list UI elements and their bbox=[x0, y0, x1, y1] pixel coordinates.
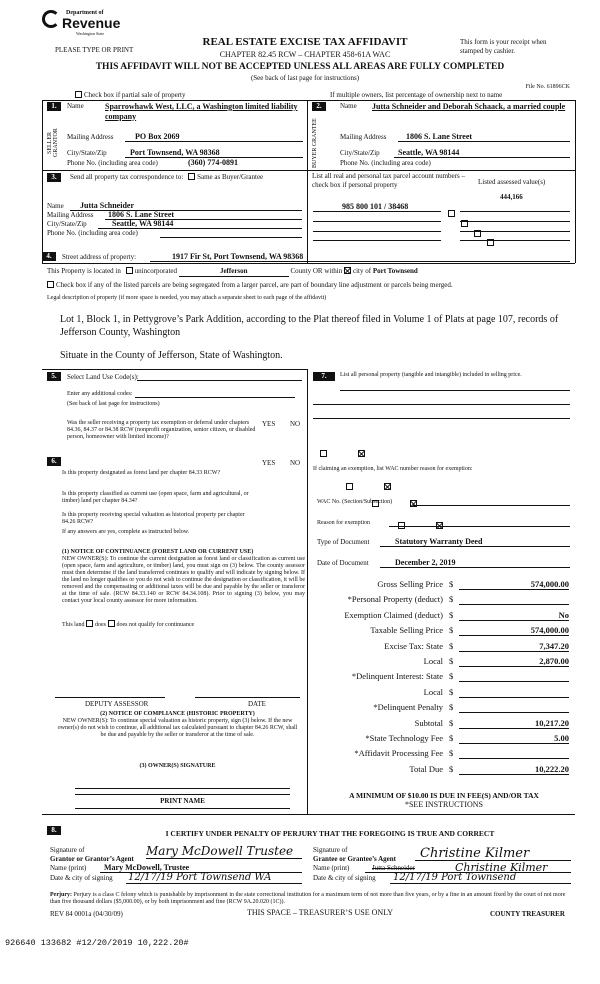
parcel-4-personal-checkbox[interactable] bbox=[487, 239, 494, 246]
q-current-use: Is this property classified as current use (open space, farm and agricultural, or timber) land per chapter 84.34? bbox=[62, 491, 249, 504]
city-name[interactable]: Port Townsend bbox=[372, 267, 418, 275]
grantee-agent-label: Grantee or Grantee’s Agent bbox=[313, 854, 397, 863]
same-as-buyer-checkbox[interactable] bbox=[188, 173, 195, 180]
tax-row-label: Excise Tax: State bbox=[384, 640, 443, 651]
tax-row bbox=[313, 654, 575, 669]
tax-row-value[interactable] bbox=[459, 592, 569, 605]
seller-city[interactable]: Port Townsend, WA 98368 bbox=[130, 148, 220, 157]
seller-city-label: City/State/Zip bbox=[67, 149, 107, 157]
segregated-label: Check box if any of the listed parcels are being segregated from a larger parcel, are part of boundary line adjustment or parcels being merged. bbox=[56, 281, 453, 289]
corr-city[interactable]: Seattle, WA 98144 bbox=[112, 219, 174, 228]
tax-row-label: Local bbox=[423, 655, 443, 666]
tax-row bbox=[313, 762, 575, 777]
dor-logo bbox=[42, 8, 122, 38]
grantor-date-label: Date & city of signing bbox=[50, 874, 113, 882]
corr-name[interactable]: Jutta Schneider bbox=[80, 201, 134, 210]
this-land-row bbox=[62, 620, 194, 629]
forest-yes-checkbox[interactable] bbox=[346, 483, 353, 490]
tax-row-label: Taxable Selling Price bbox=[370, 625, 443, 636]
grantee-date-label: Date & city of signing bbox=[313, 874, 376, 882]
tax-row bbox=[313, 577, 575, 592]
grantor-sig-of: Signature of bbox=[50, 846, 85, 854]
receipt-note: This form is your receipt when stamped by cashier. bbox=[460, 38, 547, 55]
buyer-name[interactable]: Jutta Schneider and Deborah Schaack, a married couple bbox=[372, 102, 566, 111]
tax-row-currency: $ bbox=[449, 655, 454, 666]
tax-row-currency: $ bbox=[449, 717, 454, 728]
section-4-number: 4. bbox=[42, 252, 56, 261]
located-row bbox=[47, 267, 577, 277]
forest-no-checkbox[interactable] bbox=[384, 483, 391, 490]
tax-row-currency: $ bbox=[449, 640, 454, 651]
q-exempt: Was the seller receiving a property tax exemption or deferral under chapters 84.36, 84.37 or 84.38 RCW (nonprofit organization, senior citizen, or disabled person, homeowner with limited income)? bbox=[67, 420, 256, 440]
seller-name[interactable]: Sparrowhawk West, LLC, a Washington limited liability company bbox=[105, 102, 298, 121]
parcel-header: List all real and personal tax parcel account numbers – check box if personal property bbox=[312, 172, 465, 189]
tax-row-label: *Personal Property (deduct) bbox=[347, 594, 443, 605]
grantor-name[interactable]: Mary McDowell, Trustee bbox=[104, 863, 190, 872]
form-title: REAL ESTATE EXCISE TAX AFFIDAVIT bbox=[202, 36, 408, 48]
owner-signature-label: (3) OWNER(S) SIGNATURE bbox=[139, 763, 216, 769]
minimum-fee-note: A MINIMUM OF $10.00 IS DUE IN FEE(S) AND/OR TAX bbox=[349, 791, 539, 800]
tax-row-currency: $ bbox=[449, 763, 454, 774]
grantee-date-city[interactable]: 12/17/19 Port Townsend bbox=[393, 872, 517, 883]
partial-sale-row bbox=[75, 91, 185, 100]
exempt-yes-checkbox[interactable] bbox=[320, 450, 327, 457]
certify-statement: I CERTIFY UNDER PENALTY OF PERJURY THAT THE FOREGOING IS TRUE AND CORRECT bbox=[165, 829, 495, 838]
buyer-phone-label: Phone No. (including area code) bbox=[340, 159, 431, 167]
tax-row-currency: $ bbox=[449, 671, 454, 682]
tax-row-label: Exemption Claimed (deduct) bbox=[344, 609, 443, 620]
tax-row-value[interactable]: 574,000.00 bbox=[459, 623, 569, 636]
deputy-date-label: DATE bbox=[248, 700, 266, 708]
exemption-reason-label: Reason for exemption bbox=[317, 520, 370, 526]
county-name[interactable]: Jefferson bbox=[179, 267, 289, 277]
tax-row-currency: $ bbox=[449, 748, 454, 759]
partial-sale-checkbox[interactable] bbox=[75, 91, 82, 98]
seller-side-label: SELLER GRANTOR bbox=[47, 128, 59, 158]
doc-type[interactable]: Statutory Warranty Deed bbox=[395, 537, 483, 546]
tax-row-value[interactable]: 5.00 bbox=[459, 731, 569, 744]
seller-phone[interactable]: (360) 774-0891 bbox=[188, 158, 238, 167]
parcel-2-personal-checkbox[interactable] bbox=[461, 220, 468, 227]
assessed-value[interactable]: 444,166 bbox=[500, 193, 523, 201]
correspondence-label bbox=[70, 173, 263, 182]
seller-phone-label: Phone No. (including area code) bbox=[67, 159, 158, 167]
land-use-see-back: (See back of last page for instructions) bbox=[67, 401, 160, 407]
doc-type-label: Type of Document bbox=[317, 538, 370, 546]
logo-word: Revenue bbox=[62, 15, 121, 31]
land-does-not-label: does not qualify for continuance bbox=[116, 622, 195, 628]
tax-row bbox=[313, 669, 575, 684]
buyer-name-label: Name bbox=[340, 102, 357, 110]
tax-row bbox=[313, 746, 575, 761]
tax-row-label: *Delinquent Penalty bbox=[373, 702, 443, 713]
tax-row-label: *Affidavit Processing Fee bbox=[354, 748, 443, 759]
this-land-label: This land bbox=[62, 622, 85, 628]
tax-row-label: Subtotal bbox=[414, 717, 443, 728]
section-5-number: 5. bbox=[47, 372, 61, 381]
perjury-text: Perjury is a class C felony which is punishable by imprisonment in the state correctional institution for a maximum term of not more than five years, or by a fine in an amount fixed by the court of not more than five thousand dollars ($5,000.00), or by both imprisonment and fine (RCW 9A.20.020 (1C)). bbox=[50, 892, 566, 905]
tax-row-currency: $ bbox=[449, 686, 454, 697]
land-use-label: Select Land Use Code(s): bbox=[67, 373, 139, 381]
assessed-header: Listed assessed value(s) bbox=[478, 178, 546, 186]
tax-row-currency: $ bbox=[449, 702, 454, 713]
buyer-mailing[interactable]: 1806 S. Lane Street bbox=[406, 132, 473, 141]
tax-row-label: *State Technology Fee bbox=[365, 732, 443, 743]
q-historic: Is this property receiving special valuation as historical property per chapter 84.26 RCW? bbox=[62, 512, 245, 525]
legal-label: Legal description of property (if more space is needed, you may attach a separate sheet to each page of the affidavit) bbox=[47, 295, 327, 301]
s5-yes-label: YES bbox=[262, 420, 276, 428]
unincorporated-label: unincorporated bbox=[134, 267, 178, 275]
print-name-label: PRINT NAME bbox=[160, 797, 205, 805]
exempt-no-checkbox[interactable] bbox=[358, 450, 365, 457]
tax-row bbox=[313, 639, 575, 654]
tax-row-currency: $ bbox=[449, 579, 454, 589]
tax-row-currency: $ bbox=[449, 732, 454, 743]
tax-row bbox=[313, 623, 575, 638]
grantor-signature[interactable]: Mary McDowell Trustee bbox=[146, 844, 294, 858]
notice-2-body: NEW OWNER(S): To continue special valuation as historic property, sign (3) below. If the new owner(s) do not wish to continue, all additional tax calculated pursuant to chapter 84.26 RCW, shall be due and payable by the seller or transferor at the time of sale. bbox=[57, 718, 298, 738]
see-back-note: (See back of last page for instructions) bbox=[250, 74, 360, 82]
section-8-number: 8. bbox=[47, 826, 61, 835]
tax-row-value[interactable]: 10,222.20 bbox=[459, 762, 569, 775]
county-or-label: County OR within bbox=[290, 267, 343, 275]
segregated-row bbox=[47, 281, 577, 290]
land-does-checkbox[interactable] bbox=[86, 620, 93, 627]
tax-row-label: Local bbox=[423, 686, 443, 697]
tax-row-value[interactable]: No bbox=[459, 608, 569, 621]
legal-description[interactable]: Lot 1, Block 1, in Pettygrove’s Park Addition, according to the Plat thereof filed in Volume 1 of Plats at page 107, records of Jefferson County, Washington bbox=[60, 314, 559, 338]
grantor-agent-label: Grantor or Grantor’s Agent bbox=[50, 854, 134, 863]
tax-row-value[interactable] bbox=[459, 685, 569, 698]
tax-row bbox=[313, 700, 575, 715]
tax-row-value[interactable]: 10,217.20 bbox=[459, 716, 569, 729]
tax-row-label: Total Due bbox=[409, 763, 443, 774]
tax-row bbox=[313, 731, 575, 746]
tax-row bbox=[313, 608, 575, 623]
buyer-city[interactable]: Seattle, WA 98144 bbox=[398, 148, 460, 157]
parcel-3-personal-checkbox[interactable] bbox=[474, 230, 481, 237]
grantor-date-city[interactable]: 12/17/19 Port Townsend WA bbox=[128, 872, 272, 883]
city-of-label: city of bbox=[353, 267, 372, 275]
grantee-name-label: Name (print) bbox=[313, 864, 350, 872]
grantee-signature[interactable]: Christine Kilmer bbox=[420, 846, 530, 861]
same-as-buyer-label: Same as Buyer/Grantee bbox=[197, 173, 264, 181]
seller-mailing[interactable]: PO Box 2069 bbox=[135, 132, 180, 141]
deputy-assessor-label: DEPUTY ASSESSOR bbox=[85, 700, 149, 708]
segregated-checkbox[interactable] bbox=[47, 281, 54, 288]
logo-state: Washington State bbox=[76, 31, 105, 36]
doc-date-label: Date of Document bbox=[317, 559, 369, 567]
buyer-mailing-label: Mailing Address bbox=[340, 133, 387, 141]
seller-mailing-label: Mailing Address bbox=[67, 133, 114, 141]
tax-row-value[interactable] bbox=[459, 669, 569, 682]
tax-row-value[interactable]: 574,000.00 bbox=[459, 577, 569, 590]
corr-city-label: City/State/Zip bbox=[47, 220, 87, 228]
tax-row-currency: $ bbox=[449, 625, 454, 636]
s6-yes-label: YES bbox=[262, 459, 276, 467]
perjury-label: Perjury: bbox=[50, 892, 72, 898]
grantor-name-label: Name (print) bbox=[50, 864, 87, 872]
tax-row-label: Gross Selling Price bbox=[377, 579, 443, 589]
notice-2-title: (2) NOTICE OF COMPLIANCE (HISTORIC PROPERTY) bbox=[100, 711, 255, 717]
parcel-number[interactable]: 985 800 101 / 38468 bbox=[342, 202, 409, 211]
doc-date[interactable]: December 2, 2019 bbox=[395, 558, 456, 567]
tax-table bbox=[313, 577, 575, 777]
correspondence-text: Send all property tax correspondence to: bbox=[70, 173, 184, 181]
wac-no-label: WAC No. (Section/Subsection) bbox=[317, 499, 393, 505]
section-2-number: 2. bbox=[312, 102, 326, 111]
s6-no-label: NO bbox=[290, 459, 301, 467]
grantor-sig-label bbox=[50, 846, 134, 863]
notice-1-body: NEW OWNER(S): To continue the current designation as forest land or classification as current use (open space, farm and agriculture, or timber) land, you must sign on (3) below. The county assessor must then determine if the land transferred continues to qualify and will indicate by signing below. If the land no longer qualifies or you do not wish to continue the designation or classification, it will be removed and the compensating or additional taxes will be due and payable by the seller or transferor at the time of sale. (RCW 84.33.140 or RCW 84.34.108). Prior to signing (3) below, you may contact your local county assessor for more information. bbox=[62, 556, 305, 604]
treasurer-stamp: 926640 133682 #12/20/2019 10,222.20# bbox=[5, 938, 189, 948]
if-yes-note: If any answers are yes, complete as instructed below. bbox=[62, 529, 190, 535]
tax-row-value[interactable] bbox=[459, 746, 569, 759]
file-number: File No. 61896CK bbox=[525, 84, 570, 90]
notice-1-title: (1) NOTICE OF CONTINUANCE (FOREST LAND OR CURRENT USE) bbox=[62, 549, 254, 555]
tax-row-value[interactable]: 7,347.20 bbox=[459, 639, 569, 652]
please-type: PLEASE TYPE OR PRINT bbox=[55, 46, 134, 54]
tax-row-value[interactable] bbox=[459, 700, 569, 713]
parcel-1-personal-checkbox[interactable] bbox=[448, 210, 455, 217]
wac-claim-label: If claiming an exemption, list WAC number reason for exemption: bbox=[313, 466, 473, 472]
grantee-sig-label bbox=[313, 846, 396, 863]
tax-row bbox=[313, 716, 575, 731]
perjury-note bbox=[50, 892, 575, 906]
section-6-number: 6. bbox=[47, 457, 61, 466]
grantee-name-struck: Jutta Schneider bbox=[372, 864, 415, 872]
street-label: Street address of property: bbox=[62, 253, 137, 261]
street-address[interactable]: 1917 Fir St, Port Townsend, WA 98368 bbox=[172, 252, 304, 261]
see-instructions-note: *SEE INSTRUCTIONS bbox=[404, 800, 483, 809]
section-1-number: 1. bbox=[47, 102, 61, 111]
land-does-not-checkbox[interactable] bbox=[108, 620, 115, 627]
corr-phone-label: Phone No. (including area code) bbox=[47, 229, 138, 237]
q-forest: Is this property designated as forest land per chapter 84.33 RCW? bbox=[62, 470, 221, 476]
form-subtitle: CHAPTER 82.45 RCW – CHAPTER 458-61A WAC bbox=[219, 50, 391, 59]
within-city-checkbox[interactable] bbox=[344, 267, 351, 274]
form-warning: THIS AFFIDAVIT WILL NOT BE ACCEPTED UNLESS ALL AREAS ARE FULLY COMPLETED bbox=[95, 62, 505, 72]
county-treasurer-label: COUNTY TREASURER bbox=[490, 910, 565, 918]
corr-name-label: Name bbox=[47, 202, 64, 210]
tax-row-value[interactable]: 2,870.00 bbox=[459, 654, 569, 667]
tax-row-currency: $ bbox=[449, 609, 454, 620]
form-revision: REV 84 0001a (04/30/09) bbox=[50, 910, 123, 918]
legal-situate[interactable]: Situate in the County of Jefferson, State of Washington. bbox=[60, 350, 283, 361]
section-7-number: 7. bbox=[313, 372, 335, 381]
logo-dept: Department of bbox=[66, 10, 104, 16]
buyer-city-label: City/State/Zip bbox=[340, 149, 380, 157]
grantee-sig-of: Signature of bbox=[313, 846, 348, 854]
tax-row-label: *Delinquent Interest: State bbox=[351, 671, 443, 682]
located-label: This Property is located in bbox=[47, 267, 121, 275]
section-3-number: 3. bbox=[47, 173, 61, 182]
tax-row-currency: $ bbox=[449, 594, 454, 605]
multiple-owners-note: If multiple owners, list percentage of ownership next to name bbox=[330, 91, 503, 99]
corr-mailing[interactable]: 1806 S. Lane Street bbox=[108, 210, 175, 219]
unincorporated-checkbox[interactable] bbox=[126, 267, 133, 274]
seller-name-label: Name bbox=[67, 102, 84, 110]
grantee-name[interactable]: Christine Kilmer bbox=[455, 861, 548, 874]
buyer-side-label: BUYER GRANTEE bbox=[312, 118, 318, 168]
tax-row bbox=[313, 685, 575, 700]
treasurer-space-label: THIS SPACE – TREASURER’S USE ONLY bbox=[246, 908, 394, 917]
additional-codes-label: Enter any additional codes: bbox=[67, 391, 133, 397]
land-does-label: does bbox=[95, 622, 106, 628]
corr-mailing-label: Mailing Address bbox=[47, 211, 94, 219]
tax-row bbox=[313, 592, 575, 607]
personal-property-label: List all personal property (tangible and intangible) included in selling price. bbox=[340, 372, 522, 378]
s5-no-label: NO bbox=[290, 420, 301, 428]
logo-swoosh-icon bbox=[42, 10, 60, 28]
partial-sale-label: Check box if partial sale of property bbox=[84, 91, 186, 99]
